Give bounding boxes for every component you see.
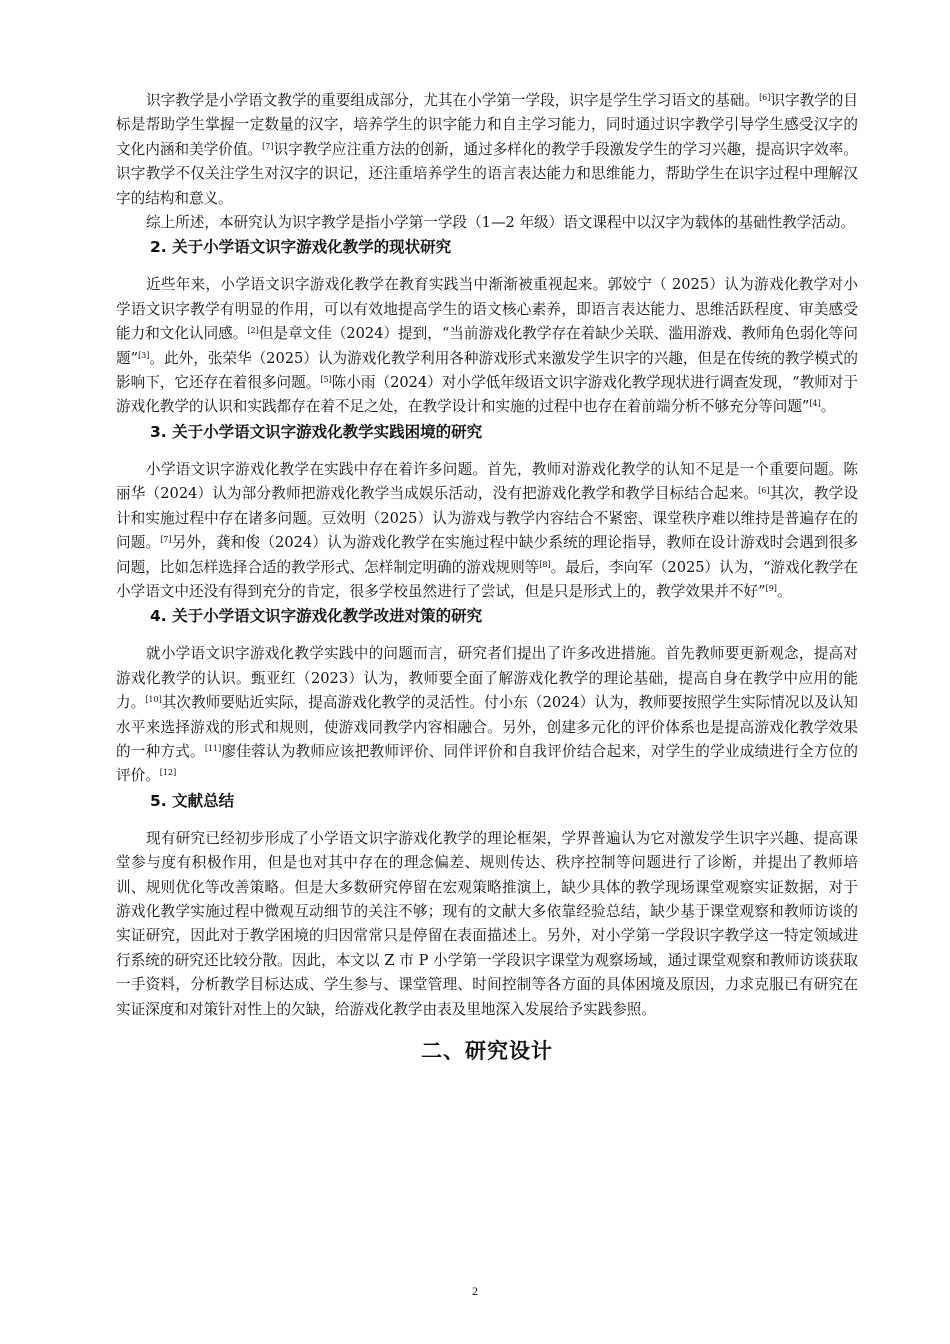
citation: [11] [204,743,222,753]
section-heading-5: 5. 文献总结 [150,791,235,810]
citation: [3] [138,350,150,360]
citation: [9] [765,583,777,593]
section-heading-4: 4. 关于小学语文识字游戏化教学改进对策的研究 [150,607,483,626]
section-heading-2: 2. 关于小学语文识字游戏化教学的现状研究 [150,238,452,257]
page-number: 2 [472,1284,478,1298]
citation: [2] [247,326,259,336]
citation: [4] [809,399,821,409]
citation: [7] [262,141,274,151]
paragraph-literacy-teaching: 识字教学是小学语文教学的重要组成部分，尤其在小学第一学段，识字是学生学习语文的基础。[6]识字教学的目标是帮助学生掌握一定数量的汉字，培养学生的识字能力和自主学习能力，同时通过识字教学引导学生感受汉字的文化内涵和美学价值。[7]识字教学应注重方法的创新，通过多样化的教学手段激发学生的学习兴趣，提高识字效率。识字教学不仅关注学生对汉字的识记，还注重培养学生的语言表达能力和思维能力，帮助学生在识字过程中理解汉字的结构和意义。 [116,92,858,207]
citation: [6] [759,93,771,102]
page-content [116,89,858,1068]
chapter-title: 二、研究设计 [421,1039,553,1063]
citation: [6] [758,486,770,496]
paragraph-literature-summary: 现有研究已经初步形成了小学语文识字游戏化教学的理论框架，学界普遍认为它对激发学生识字兴趣、提高课堂参与度有积极作用，但是也对其中存在的理念偏差、规则传达、秩序控制等问题进行了诊断，并提出了教师培训、规则优化等改善策略。但是大多数研究停留在宏观策略推演上，缺少具体的教学现场课堂观察实证数据，对于游戏化教学实施过程中微观互动细节的关注不够；现有的文献大多依靠经验总结，缺少基于课堂观察和教师访谈的实证研究，因此对于教学困境的归因常常只是停留在表面描述上。另外，对小学第一学段识字教学这一特定领域进行系统的研究还比较分散。因此，本文以 Z 市 P 小学第一学段识字课堂为观察场域，通过课堂观察和教师访谈获取一手资料，分析教学目标达成、学生参与、课堂管理、时间控制等各方面的具体困境及原因，力求克服已有研究在实证深度和对策针对性上的欠缺，给游戏化教学由表及里地深入发展给予实践参照。 [116,829,858,1018]
citation: [12] [159,768,177,778]
citation: [10] [145,695,162,705]
paragraph-practice-difficulties: 小学语文识字游戏化教学在实践中存在着许多问题。首先，教师对游戏化教学的认知不足是一个重要问题。陈丽华（2024）认为部分教师把游戏化教学当成娱乐活动，没有把游戏化教学和教学目标结合起来。[6]其次，教学设计和实施过程中存在诸多问题。豆效明（2025）认为游戏与教学内容结合不紧密、课堂秩序难以维持是普遍存在的问题。[7]另外，龚和俊（2024）认为游戏化教学在实施过程中缺少系统的理论指导，教师在设计游戏时会遇到很多问题，比如怎样选择合适的教学形式、怎样制定明确的游戏规则等[8]。最后，李向军（2025）认为，“游戏化教学在小学语文中还没有得到充分的肯定，很多学校虽然进行了尝试，但是只是形式上的，教学效果并不好”[9]。 [116,460,858,600]
citation: [8] [539,559,551,569]
section-heading-3: 3. 关于小学语文识字游戏化教学实践困境的研究 [150,422,483,441]
citation: [7] [160,535,172,545]
paragraph-improvement-strategies: 就小学语文识字游戏化教学实践中的问题而言，研究者们提出了许多改进措施。首先教师要更新观念，提高对游戏化教学的认识。甄亚红（2023）认为，教师要全面了解游戏化教学的理论基础，提高自身在教学中应用的能力。[10]其次教师要贴近实际，提高游戏化教学的灵活性。付小东（2024）认为，教师要按照学生实际情况以及认知水平来选择游戏的形式和规则，使游戏同教学内容相融合。另外，创建多元化的评价体系也是提高游戏化教学效果的一种方式。[11]廖佳蓉认为教师应该把教师评价、同伴评价和自我评价结合起来，对学生的学业成绩进行全方位的评价。[12] [116,645,858,785]
citation: [5] [320,375,332,385]
paragraph-summary: 综上所述，本研究认为识字教学是指小学第一学段（1—2 年级）语文课程中以汉字为载体的基础性教学活动。 [146,214,856,232]
paragraph-current-status: 近些年来，小学语文识字游戏化教学在教育实践当中渐渐被重视起来。郭姣宁（ 2025）认为游戏化教学对小学语文识字教学有明显的作用，可以有效地提高学生的语文核心素养，即语言表达能力、思维活跃程度、审美感受能力和文化认同感。[2]但是章文佳（2024）提到，“当前游戏化教学存在着缺少关联、滥用游戏、教师角色弱化等问题”[3]。此外，张荣华（2025）认为游戏化教学利用各种游戏形式来激发学生识字的兴趣，但是在传统的教学模式的影响下，它还存在着很多问题。[5]陈小雨（2024）对小学低年级语文识字游戏化教学现状进行调查发现，“教师对于游戏化教学的认识和实践都存在着不足之处，在教学设计和实施的过程中也存在着前端分析不够充分等问题”[4]。 [116,276,858,416]
